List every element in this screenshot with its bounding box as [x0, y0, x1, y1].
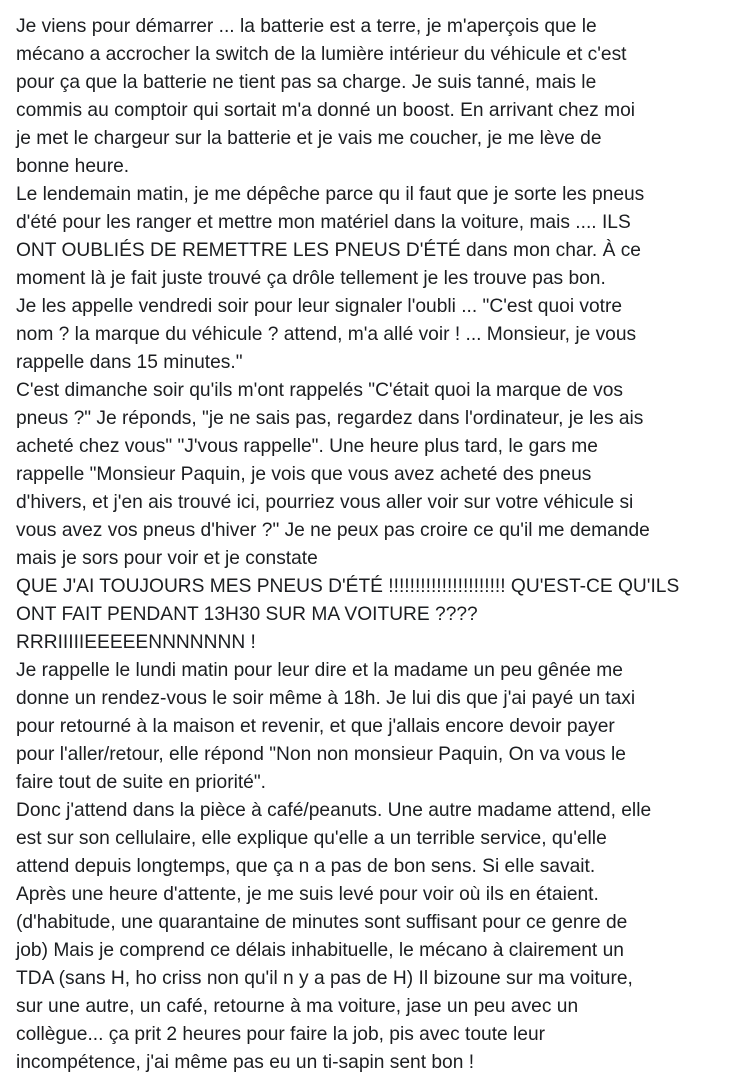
post-line: nom ? la marque du véhicule ? attend, m'a allé voir ! ... Monsieur, je vous: [16, 324, 637, 345]
post-line: Le lendemain matin, je me dépêche parce qu il faut que je sorte les pneus: [16, 184, 645, 205]
post-line: sur une autre, un café, retourne à ma voiture, jase un peu avec un: [16, 996, 579, 1017]
post-line: Je rappelle le lundi matin pour leur dire et la madame un peu gênée me: [16, 660, 623, 681]
post-line: d'hivers, et j'en ais trouvé ici, pourriez vous aller voir sur votre véhicule si: [16, 492, 634, 513]
post-line: QUE J'AI TOUJOURS MES PNEUS D'ÉTÉ !!!!!!!!!!!!!!!!!!!!!! QU'EST-CE QU'ILS: [16, 576, 680, 597]
post-line: rappelle dans 15 minutes.": [16, 352, 243, 373]
post-line: rappelle "Monsieur Paquin, je vois que vous avez acheté des pneus: [16, 464, 592, 485]
post-line: faire tout de suite en priorité".: [16, 772, 266, 793]
post-line: collègue... ça prit 2 heures pour faire la job, pis avec toute leur: [16, 1024, 546, 1045]
post-line: pour retourné à la maison et revenir, et que j'allais encore devoir payer: [16, 716, 615, 737]
post-line: job) Mais je comprend ce délais inhabituelle, le mécano à clairement un: [16, 940, 624, 961]
post-line: pneus ?" Je réponds, "je ne sais pas, regardez dans l'ordinateur, je les ais: [16, 408, 644, 429]
post-line: pour ça que la batterie ne tient pas sa charge. Je suis tanné, mais le: [16, 72, 597, 93]
post-line: vous avez vos pneus d'hiver ?" Je ne peux pas croire ce qu'il me demande: [16, 520, 650, 541]
post-line: C'est dimanche soir qu'ils m'ont rappelés "C'était quoi la marque de vos: [16, 380, 623, 401]
post-line: mais je sors pour voir et je constate: [16, 548, 318, 569]
post-text: [16, 0, 741, 1077]
post-line: mécano a accrocher la switch de la lumière intérieur du véhicule et c'est: [16, 44, 627, 65]
post-line: Après une heure d'attente, je me suis levé pour voir où ils en étaient.: [16, 884, 599, 905]
post-line: incompétence, j'ai même pas eu un ti-sapin sent bon !: [16, 1052, 475, 1073]
post-line: Je les appelle vendredi soir pour leur signaler l'oubli ... "C'est quoi votre: [16, 296, 623, 317]
post-line: [16, 0, 741, 13]
post-line: ONT OUBLIÉS DE REMETTRE LES PNEUS D'ÉTÉ dans mon char. À ce: [16, 240, 641, 261]
post-line: ONT FAIT PENDANT 13H30 SUR MA VOITURE ????: [16, 604, 478, 625]
post-line: d'été pour les ranger et mettre mon matériel dans la voiture, mais .... ILS: [16, 212, 631, 233]
post-line: est sur son cellulaire, elle explique qu'elle a un terrible service, qu'elle: [16, 828, 607, 849]
post-line: je met le chargeur sur la batterie et je vais me coucher, je me lève de: [16, 128, 602, 149]
post-line: TDA (sans H, ho criss non qu'il n y a pas de H) Il bizoune sur ma voiture,: [16, 968, 633, 989]
post-line: Je viens pour démarrer ... la batterie est a terre, je m'aperçois que le: [16, 16, 597, 37]
post-line: Donc j'attend dans la pièce à café/peanuts. Une autre madame attend, elle: [16, 800, 652, 821]
post-line: commis au comptoir qui sortait m'a donné un boost. En arrivant chez moi: [16, 100, 636, 121]
post-line: (d'habitude, une quarantaine de minutes sont suffisant pour ce genre de: [16, 912, 628, 933]
post-line: acheté chez vous" "J'vous rappelle". Une heure plus tard, le gars me: [16, 436, 598, 457]
post-line: bonne heure.: [16, 156, 130, 177]
post-line: moment là je fait juste trouvé ça drôle tellement je les trouve pas bon.: [16, 268, 606, 289]
post-line: RRRIIIIIEEEEENNNNNNN !: [16, 632, 256, 653]
post-line: attend depuis longtemps, que ça n a pas de bon sens. Si elle savait.: [16, 856, 596, 877]
post-line: donne un rendez-vous le soir même à 18h. Je lui dis que j'ai payé un taxi: [16, 688, 636, 709]
post-line: pour l'aller/retour, elle répond "Non non monsieur Paquin, On va vous le: [16, 744, 626, 765]
